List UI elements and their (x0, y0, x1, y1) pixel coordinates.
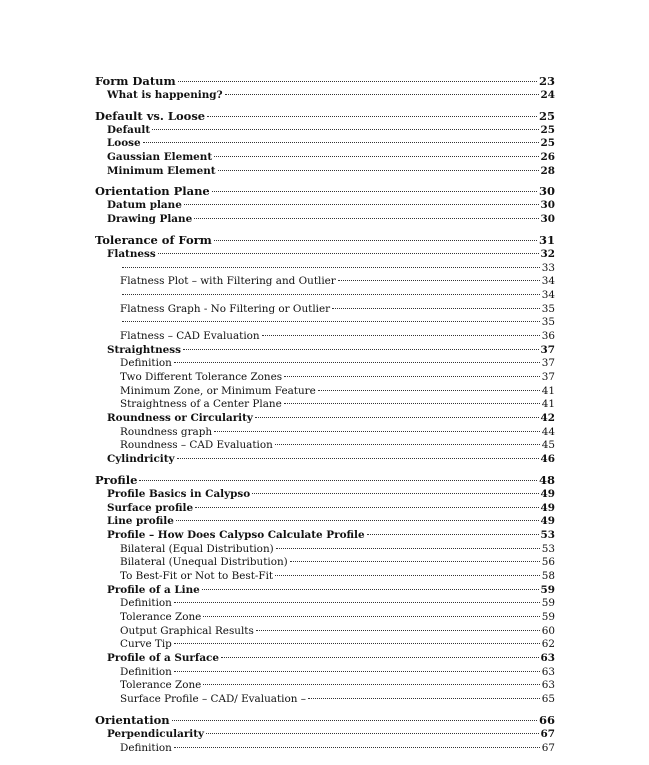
toc-entry-title: Minimum Element (107, 164, 216, 177)
toc-entry-title: To Best-Fit or Not to Best-Fit (120, 569, 274, 582)
toc-page-number: 34 (541, 275, 555, 288)
toc-entry-title: Profile – How Does Calypso Calculate Profile (107, 528, 365, 541)
toc-subsubsection-entry[interactable] (95, 543, 555, 557)
toc-page-number: 32 (540, 247, 555, 260)
toc-entry-title: Flatness (107, 247, 156, 260)
dot-leader (332, 308, 540, 309)
toc-page-number: 63 (541, 665, 555, 678)
toc-page-number: 30 (538, 184, 555, 199)
toc-subsubsection-entry[interactable] (95, 316, 555, 330)
toc-subsection-entry[interactable] (95, 728, 555, 742)
dot-leader (225, 94, 539, 95)
dot-leader (122, 294, 540, 295)
toc-page-number: 46 (540, 453, 555, 466)
toc-entry-title: Surface Profile – CAD/ Evaluation – (120, 693, 306, 706)
dot-leader (152, 129, 538, 130)
toc-subsection-entry[interactable] (95, 124, 555, 138)
toc-page-number: 25 (540, 123, 555, 136)
dot-leader (318, 390, 540, 391)
toc-entry-title: Output Graphical Results (120, 624, 254, 637)
toc-page-number: 33 (541, 261, 555, 274)
table-of-contents (95, 74, 555, 755)
toc-entry-title: Curve Tip (120, 638, 172, 651)
toc-subsubsection-entry[interactable] (95, 275, 555, 289)
dot-leader (252, 493, 538, 494)
toc-page-number: 59 (541, 611, 555, 623)
toc-subsubsection-entry[interactable] (95, 357, 555, 371)
toc-subsubsection-entry[interactable] (95, 597, 555, 611)
dot-leader (207, 116, 537, 117)
toc-entry-title: Roundness or Circularity (107, 412, 253, 425)
toc-section-entry[interactable] (95, 473, 555, 488)
toc-subsection-entry[interactable] (95, 453, 555, 467)
toc-page-number: 25 (540, 137, 555, 150)
toc-entry-title: Bilateral (Equal Distribution) (120, 542, 274, 555)
toc-page-number: 41 (541, 398, 555, 411)
toc-subsubsection-entry[interactable] (95, 426, 555, 440)
toc-subsubsection-entry[interactable] (95, 330, 555, 344)
dot-leader (183, 349, 539, 350)
toc-page-number: 63 (541, 679, 555, 692)
toc-subsubsection-entry[interactable] (95, 625, 555, 639)
dot-leader (195, 507, 538, 508)
toc-subsection-entry[interactable] (95, 344, 555, 358)
toc-subsection-entry[interactable] (95, 165, 555, 179)
dot-leader (174, 671, 540, 672)
toc-page-number: 31 (538, 232, 555, 247)
toc-subsection-entry[interactable] (95, 412, 555, 426)
toc-entry-title: Two Different Tolerance Zones (120, 371, 283, 383)
toc-entry-title: Drawing Plane (107, 213, 193, 226)
toc-page-number: 37 (541, 357, 555, 370)
toc-section-entry[interactable] (95, 713, 555, 728)
toc-section-entry[interactable] (95, 74, 555, 89)
toc-page-number: 67 (540, 727, 555, 740)
toc-entry-title: Definition (120, 665, 172, 678)
toc-entry-title: Tolerance Zone (120, 611, 202, 623)
toc-subsubsection-entry[interactable] (95, 742, 555, 756)
toc-entry-title: Datum plane (107, 199, 182, 212)
toc-page-number: 59 (540, 583, 555, 596)
toc-entry-title: Profile of a Surface (107, 652, 219, 665)
toc-subsubsection-entry[interactable] (95, 611, 555, 625)
toc-subsection-entry[interactable] (95, 199, 555, 213)
toc-subsubsection-entry[interactable] (95, 262, 555, 276)
toc-page-number: 49 (540, 501, 555, 514)
toc-subsection-entry[interactable] (95, 89, 555, 103)
toc-page-number: 36 (541, 329, 555, 342)
toc-subsubsection-entry[interactable] (95, 570, 555, 584)
toc-entry-title: Definition (120, 741, 172, 754)
dot-leader (276, 548, 540, 549)
toc-entry-title: Straightness (107, 343, 181, 356)
toc-entry-title: Flatness – CAD Evaluation (120, 329, 260, 342)
dot-leader (174, 602, 540, 603)
dot-leader (308, 698, 540, 699)
toc-page-number: 24 (540, 89, 555, 101)
dot-leader (176, 520, 539, 521)
dot-leader (256, 630, 540, 631)
toc-page-number: 49 (540, 515, 555, 528)
dot-leader (174, 362, 540, 363)
toc-page-number: 67 (541, 741, 555, 754)
dot-leader (203, 616, 539, 617)
toc-entry-title: Default vs. Loose (95, 108, 206, 123)
toc-subsubsection-entry[interactable] (95, 638, 555, 652)
toc-entry-title: Profile of a Line (107, 583, 200, 596)
dot-leader (262, 335, 540, 336)
toc-entry-title: Cylindricity (107, 453, 175, 466)
toc-subsubsection-entry[interactable] (95, 439, 555, 453)
dot-leader (203, 684, 539, 685)
toc-page-number: 63 (540, 652, 555, 665)
dot-leader (275, 575, 540, 576)
toc-entry-title: Tolerance Zone (120, 679, 202, 692)
toc-subsubsection-entry[interactable] (95, 666, 555, 680)
toc-page-number: 44 (541, 425, 555, 438)
dot-leader (194, 218, 538, 219)
dot-leader (221, 657, 539, 658)
dot-leader (214, 156, 538, 157)
dot-leader (177, 458, 539, 459)
dot-leader (143, 142, 539, 143)
dot-leader (367, 534, 539, 535)
toc-entry-title: Tolerance of Form (95, 232, 212, 247)
toc-entry-title: Definition (120, 357, 172, 370)
dot-leader (122, 267, 540, 268)
toc-section-entry[interactable] (95, 184, 555, 199)
toc-entry-title: Gaussian Element (107, 151, 213, 164)
toc-subsection-entry[interactable] (95, 515, 555, 529)
dot-leader (139, 480, 537, 481)
toc-subsection-entry[interactable] (95, 248, 555, 262)
toc-page-number: 45 (541, 439, 555, 452)
toc-subsection-entry[interactable] (95, 584, 555, 598)
toc-subsubsection-entry[interactable] (95, 693, 555, 707)
toc-page-number: 35 (541, 302, 555, 315)
dot-leader (338, 280, 540, 281)
toc-subsection-entry[interactable] (95, 213, 555, 227)
toc-subsection-entry[interactable] (95, 151, 555, 165)
toc-entry-title: Perpendicularity (107, 727, 205, 740)
toc-page-number: 62 (541, 638, 555, 651)
toc-subsubsection-entry[interactable] (95, 303, 555, 317)
toc-subsection-entry[interactable] (95, 502, 555, 516)
toc-page-number: 66 (538, 712, 555, 727)
toc-entry-title: Bilateral (Unequal Distribution) (120, 556, 288, 569)
toc-subsection-entry[interactable] (95, 652, 555, 666)
toc-page-number: 56 (541, 556, 555, 569)
toc-subsubsection-entry[interactable] (95, 398, 555, 412)
toc-page-number: 60 (541, 624, 555, 637)
dot-leader (178, 81, 537, 82)
toc-page-number: 41 (541, 384, 555, 397)
toc-entry-title: Roundness – CAD Evaluation (120, 439, 273, 452)
toc-entry-title: Loose (107, 137, 141, 150)
dot-leader (202, 589, 539, 590)
toc-page-number: 35 (541, 316, 555, 329)
toc-page-number: 48 (538, 472, 555, 487)
toc-page-number: 53 (540, 528, 555, 541)
dot-leader (214, 431, 540, 432)
toc-entry-title: Profile Basics in Calypso (107, 487, 251, 500)
toc-page-number: 58 (541, 569, 555, 582)
toc-entry-title: Roundness graph (120, 425, 213, 438)
toc-entry-title: Orientation (95, 712, 170, 727)
toc-entry-title: Line profile (107, 515, 174, 528)
toc-entry-title: Default (107, 123, 151, 136)
dot-leader (158, 253, 539, 254)
toc-page-number: 49 (540, 487, 555, 500)
toc-subsubsection-entry[interactable] (95, 371, 555, 385)
toc-subsubsection-entry[interactable] (95, 289, 555, 303)
dot-leader (174, 747, 540, 748)
toc-page-number: 37 (540, 343, 555, 356)
toc-subsubsection-entry[interactable] (95, 385, 555, 399)
toc-page-number: 59 (541, 597, 555, 610)
toc-entry-title: Surface profile (107, 501, 194, 514)
dot-leader (284, 376, 540, 377)
toc-section-entry[interactable] (95, 109, 555, 124)
toc-page-number: 53 (541, 542, 555, 555)
toc-entry-title: Definition (120, 597, 172, 610)
toc-section-entry[interactable] (95, 233, 555, 248)
toc-page-number: 23 (538, 74, 555, 88)
toc-page-number: 30 (540, 199, 555, 212)
dot-leader (122, 321, 540, 322)
toc-page-number: 28 (540, 164, 555, 177)
dot-leader (206, 733, 538, 734)
toc-page-number: 25 (538, 108, 555, 123)
toc-page-number: 34 (541, 288, 555, 301)
dot-leader (214, 240, 537, 241)
dot-leader (172, 720, 537, 721)
dot-leader (184, 204, 539, 205)
dot-leader (275, 444, 540, 445)
toc-entry-title: What is happening? (107, 89, 223, 101)
toc-page-number: 65 (541, 693, 555, 706)
dot-leader (284, 403, 540, 404)
toc-subsection-entry[interactable] (95, 488, 555, 502)
toc-entry-title: Form Datum (95, 74, 176, 88)
dot-leader (174, 643, 540, 644)
toc-page-number: 30 (540, 213, 555, 226)
toc-entry-title: Straightness of a Center Plane (120, 398, 282, 411)
dot-leader (212, 191, 537, 192)
toc-entry-title: Flatness Graph - No Filtering or Outlier (120, 302, 331, 315)
dot-leader (255, 417, 539, 418)
toc-page-number: 42 (540, 412, 555, 425)
toc-page-number: 37 (541, 371, 555, 383)
dot-leader (218, 170, 539, 171)
toc-page-number: 26 (540, 151, 555, 164)
toc-subsubsection-entry[interactable] (95, 679, 555, 693)
toc-subsection-entry[interactable] (95, 529, 555, 543)
toc-entry-title: Profile (95, 472, 138, 487)
toc-entry-title: Minimum Zone, or Minimum Feature (120, 384, 316, 397)
toc-entry-title: Orientation Plane (95, 184, 210, 199)
toc-subsection-entry[interactable] (95, 137, 555, 151)
toc-subsubsection-entry[interactable] (95, 556, 555, 570)
toc-entry-title: Flatness Plot – with Filtering and Outlier (120, 275, 336, 288)
dot-leader (290, 561, 540, 562)
